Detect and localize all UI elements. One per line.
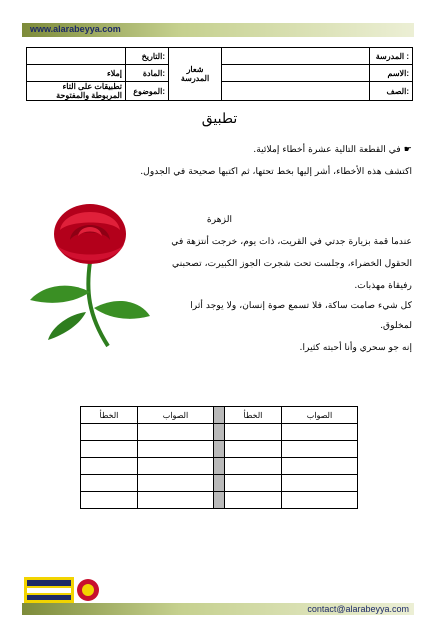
- info-table: [26, 47, 413, 101]
- school-emblem: شعار المدرسة: [169, 48, 222, 101]
- school-label: المدرسة :: [370, 48, 413, 65]
- passage-line-4: كل شيء صامت ساكة، فلا تسمع صوة إنسان، ولا يوجد أثرا: [190, 300, 412, 311]
- name-label: الاسم:: [370, 65, 413, 82]
- page-title: تطبيق: [201, 111, 238, 127]
- table-row: [81, 475, 358, 492]
- header-correct-1: الصواب: [137, 407, 213, 424]
- name-value: [222, 65, 370, 82]
- passage-line-5: لمخلوق.: [380, 320, 412, 331]
- table-row: [81, 458, 358, 475]
- topic-text: تطبيقات على التاء المربوطة والمفتوحة: [27, 82, 126, 101]
- topic-value: [27, 48, 126, 65]
- table-divider: [213, 407, 224, 424]
- publisher-logo: [24, 577, 102, 605]
- table-row: [81, 441, 358, 458]
- subject-value: إملاء: [27, 65, 126, 82]
- header-error-1: الخطأ: [81, 407, 138, 424]
- date-label: التاريخ:: [126, 48, 169, 65]
- answer-table: [80, 406, 358, 509]
- header-error-2: الخطأ: [224, 407, 281, 424]
- instruction-line-2: اكتشف هذه الأخطاء، أشر إليها بخط تحتها، ثم اكتبها صحيحة في الجدول.: [140, 166, 412, 177]
- rose-illustration: [20, 200, 160, 348]
- passage-line-1: عندما قمة بزيارة جدتي في القريت، ذات يوم، خرجت أنتزهة في: [171, 236, 412, 247]
- class-label: الصف:: [370, 82, 413, 101]
- class-value: [222, 82, 370, 101]
- instruction-line-1: ☛ في القطعة التالية عشرة أخطاء إملائية.: [253, 144, 412, 155]
- table-row: [81, 424, 358, 441]
- school-value: [222, 48, 370, 65]
- passage-line-6: إنه جو سحري وأنا أحبته كثيرا.: [299, 342, 412, 353]
- table-row: [81, 492, 358, 509]
- passage-line-3: رفيقاة مهذبات.: [354, 280, 412, 291]
- passage-heading: الزهرة: [206, 214, 233, 225]
- footer-email[interactable]: contact@alarabeyya.com: [307, 604, 409, 614]
- header-correct-2: الصواب: [281, 407, 357, 424]
- header-website[interactable]: www.alarabeyya.com: [30, 24, 121, 34]
- topic-label: الموضوع:: [126, 82, 169, 101]
- passage-line-2: الحقول الخضراء، وجلست تحت شجرت الجوز الكبيرت، تصحبني: [172, 258, 412, 269]
- subject-label: المادة:: [126, 65, 169, 82]
